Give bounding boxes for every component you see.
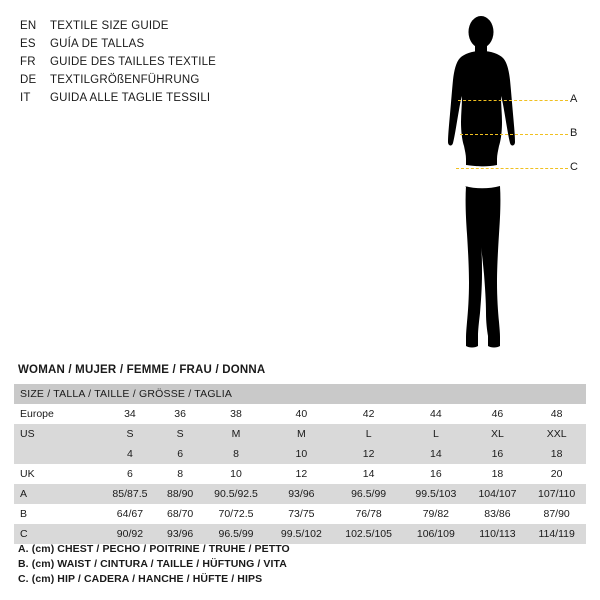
cell: 6 (158, 444, 203, 464)
language-row (20, 36, 320, 52)
language-row (20, 90, 320, 106)
cell: 79/82 (404, 504, 467, 524)
cell: 40 (270, 404, 333, 424)
body-figure (420, 10, 590, 370)
cell: 46 (468, 404, 528, 424)
language-code: IT (20, 92, 31, 104)
cell: 76/78 (333, 504, 404, 524)
cell: 10 (270, 444, 333, 464)
row-label: C (14, 524, 102, 544)
cell: 93/96 (158, 524, 203, 544)
cell: 14 (404, 444, 467, 464)
cell: 12 (270, 464, 333, 484)
language-row (20, 18, 320, 34)
cell: 38 (202, 404, 269, 424)
row-label: UK (14, 464, 102, 484)
cell: M (270, 424, 333, 444)
cell: 8 (158, 464, 203, 484)
table-row (14, 524, 586, 544)
table-row (14, 464, 586, 484)
cell: 48 (527, 404, 586, 424)
cell: 99.5/102 (270, 524, 333, 544)
language-title: GUÍA DE TALLAS (50, 38, 145, 50)
cell: 44 (404, 404, 467, 424)
cell: 90.5/92.5 (202, 484, 269, 504)
cell: 36 (158, 404, 203, 424)
language-code: DE (20, 74, 37, 86)
cell: 87/90 (527, 504, 586, 524)
language-row (20, 72, 320, 88)
cell: 12 (333, 444, 404, 464)
cell: 90/92 (102, 524, 158, 544)
cell: 70/72.5 (202, 504, 269, 524)
language-code: ES (20, 38, 36, 50)
row-label: US (14, 424, 102, 444)
cell: 16 (468, 444, 528, 464)
measurement-legend (18, 542, 578, 587)
cell: XXL (527, 424, 586, 444)
cell: 18 (527, 444, 586, 464)
measure-line-c (456, 168, 568, 169)
cell: 110/113 (468, 524, 528, 544)
legend-item-c: C. (cm) HIP / CADERA / HANCHE / HÜFTE / HIPS (18, 573, 263, 585)
language-title: GUIDA ALLE TAGLIE TESSILI (50, 92, 211, 104)
table-row (14, 404, 586, 424)
row-label: Europe (14, 404, 102, 424)
cell: 73/75 (270, 504, 333, 524)
size-table (14, 384, 586, 544)
cell: 96.5/99 (333, 484, 404, 504)
cell: 4 (102, 444, 158, 464)
cell: 85/87.5 (102, 484, 158, 504)
cell: 18 (468, 464, 528, 484)
cell: S (158, 424, 203, 444)
measure-line-b (460, 134, 568, 135)
cell: 34 (102, 404, 158, 424)
cell: 16 (404, 464, 467, 484)
cell: 8 (202, 444, 269, 464)
measure-label-c: C (570, 161, 578, 173)
measure-label-b: B (570, 127, 578, 139)
language-list (20, 18, 320, 108)
cell: 14 (333, 464, 404, 484)
language-code: EN (20, 20, 37, 32)
language-title: TEXTILE SIZE GUIDE (50, 20, 169, 32)
female-silhouette-icon (420, 10, 590, 370)
cell: 88/90 (158, 484, 203, 504)
measure-label-a: A (570, 93, 578, 105)
cell: 42 (333, 404, 404, 424)
legend-item-a: A. (cm) CHEST / PECHO / POITRINE / TRUHE / PETTO (18, 543, 290, 555)
language-title: GUIDE DES TAILLES TEXTILE (50, 56, 217, 68)
legend-item-b: B. (cm) WAIST / CINTURA / TAILLE / HÜFTUNG / VITA (18, 558, 287, 570)
cell: 96.5/99 (202, 524, 269, 544)
cell: 6 (102, 464, 158, 484)
language-row (20, 54, 320, 70)
cell: 114/119 (527, 524, 586, 544)
table-header-label: SIZE / TALLA / TAILLE / GRÖSSE / TAGLIA (14, 384, 586, 404)
row-label (14, 444, 102, 464)
cell: XL (468, 424, 528, 444)
cell: 104/107 (468, 484, 528, 504)
cell: L (333, 424, 404, 444)
cell: S (102, 424, 158, 444)
table-row (14, 444, 586, 464)
cell: 106/109 (404, 524, 467, 544)
table-row (14, 504, 586, 524)
table-header-row (14, 384, 586, 404)
section-title: WOMAN / MUJER / FEMME / FRAU / DONNA (18, 364, 266, 376)
cell: 102.5/105 (333, 524, 404, 544)
measure-line-a (458, 100, 568, 101)
table-row (14, 484, 586, 504)
cell: 68/70 (158, 504, 203, 524)
cell: 93/96 (270, 484, 333, 504)
cell: 107/110 (527, 484, 586, 504)
cell: 20 (527, 464, 586, 484)
cell: 83/86 (468, 504, 528, 524)
cell: M (202, 424, 269, 444)
table-row (14, 424, 586, 444)
cell: 99.5/103 (404, 484, 467, 504)
cell: L (404, 424, 467, 444)
row-label: A (14, 484, 102, 504)
row-label: B (14, 504, 102, 524)
language-title: TEXTILGRÖßENFÜHRUNG (50, 74, 200, 86)
language-code: FR (20, 56, 36, 68)
cell: 10 (202, 464, 269, 484)
cell: 64/67 (102, 504, 158, 524)
